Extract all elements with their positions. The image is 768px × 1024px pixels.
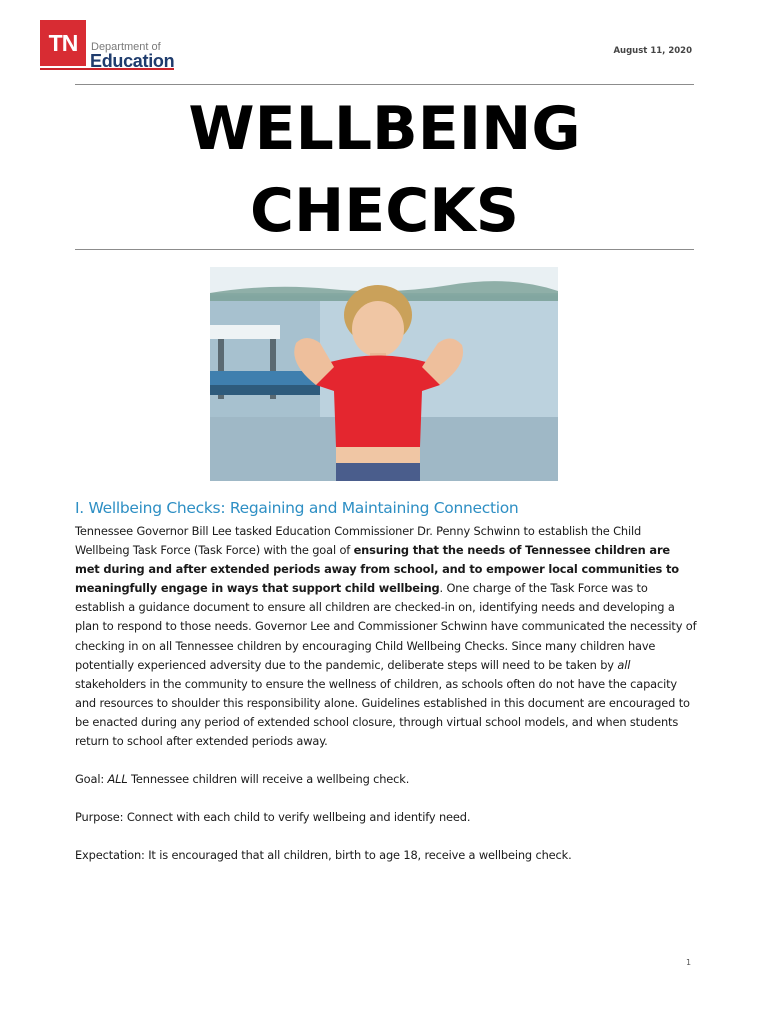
title-line-2: CHECKS xyxy=(250,176,519,246)
page-number: 1 xyxy=(686,958,692,967)
section-heading: I. Wellbeing Checks: Regaining and Maintaining Connection xyxy=(75,499,519,517)
expectation-paragraph: Expectation: It is encouraged that all children, birth to age 18, receive a wellbeing check. xyxy=(75,848,572,863)
page-title xyxy=(75,88,694,252)
title-top-rule xyxy=(75,84,694,85)
section-body xyxy=(75,522,697,865)
child-photo-illustration xyxy=(210,267,558,481)
intro-text-3: stakeholders in the community to ensure the wellness of children, as schools often do not have the capacity and resources to shoulder this responsibility alone. Guidelines established in this document are encouraged to be enacted during any period of extended school closure, through virtual school models, and when students return to school after extended periods away. xyxy=(75,676,690,749)
logo-education-text: Education xyxy=(90,51,175,71)
goal-label: Goal: xyxy=(75,772,108,787)
child-photo xyxy=(210,267,558,481)
title-bottom-rule xyxy=(75,249,694,250)
goal-paragraph xyxy=(75,770,697,789)
goal-emphasis: ALL xyxy=(107,772,128,787)
goal-text: Tennessee children will receive a wellbeing check. xyxy=(127,772,410,787)
intro-emphasis-all: all xyxy=(617,657,631,672)
logo-department-text: Department of xyxy=(91,41,161,53)
purpose-paragraph: Purpose: Connect with each child to verify wellbeing and identify need. xyxy=(75,810,471,825)
title-line-1: WELLBEING xyxy=(188,94,581,164)
document-date: August 11, 2020 xyxy=(613,46,692,56)
intro-text-2: . One charge of the Task Force was to establish a guidance document to ensure all children are checked-in on, identifying needs and developing a plan to respond to those needs. Governor Lee and Commissioner Schwinn have communicated the necessity of checking in on all Tennessee children by encouraging Child Wellbeing Checks. Since many children have potentially experienced adversity due to the pandemic, deliberate steps will need to be taken by xyxy=(75,581,697,672)
logo-tn-box: TN xyxy=(40,20,86,66)
intro-text-1: Tennessee Governor Bill Lee tasked Education Commissioner Dr. Penny Schwinn to establish the Child Wellbeing Task Force (Task Force) with the goal of xyxy=(75,524,642,558)
intro-goal-bold: ensuring that the needs of Tennessee children are met during and after extended periods away from school, and to empower local communities to meaningfully engage in ways that support child wellbeing xyxy=(75,543,679,596)
tn-doe-logo xyxy=(40,20,180,72)
intro-paragraph xyxy=(75,522,697,751)
